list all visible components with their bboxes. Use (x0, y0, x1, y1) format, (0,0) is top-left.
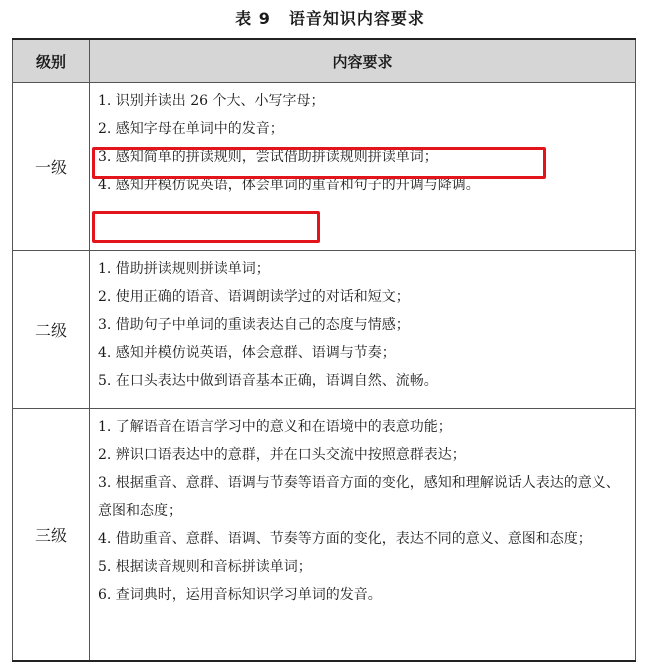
list-item: 2. 感知字母在单词中的发音； (98, 121, 284, 137)
level-cell: 二级 (13, 251, 90, 409)
list-item: 4. 借助重音、意群、语调、节奏等方面的变化，表达不同的意义、意图和态度； (98, 531, 592, 547)
header-level: 级别 (13, 39, 90, 83)
table-number: 表 9 (235, 9, 271, 28)
list-item: 5. 根据读音规则和音标拼读单词； (98, 559, 312, 575)
table-row-level-3 (13, 409, 636, 661)
table-header-row (13, 39, 636, 83)
list-item: 1. 了解语音在语言学习中的意义和在语境中的表意功能； (98, 419, 452, 435)
list-item: 3. 根据重音、意群、语调与节奏等语音方面的变化，感知和理解说话人表达的意义、意图和态度； (98, 475, 620, 519)
list-item: 6. 查词典时，运用音标知识学习单词的发音。 (98, 587, 382, 603)
table-row-level-2 (13, 251, 636, 409)
list-item: 4. 感知并模仿说英语，体会意群、语调与节奏； (98, 345, 396, 361)
content-cell (90, 83, 636, 251)
table-title: 语音知识内容要求 (288, 9, 425, 28)
level-cell: 一级 (13, 83, 90, 251)
list-item: 2. 辨识口语表达中的意群，并在口头交流中按照意群表达； (98, 447, 466, 463)
list-item: 5. 在口头表达中做到语音基本正确，语调自然、流畅。 (98, 373, 438, 389)
list-item: 3. 借助句子中单词的重读表达自己的态度与情感； (98, 317, 410, 333)
content-cell (90, 251, 636, 409)
list-item: 4. 感知并模仿说英语，体会单词的重音和句子的升调与降调。 (98, 177, 480, 193)
list-item-highlighted: 1. 借助拼读规则拼读单词； (98, 261, 270, 277)
list-item-highlighted: 3. 感知简单的拼读规则，尝试借助拼读规则拼读单词； (98, 149, 438, 165)
table-row-level-1 (13, 83, 636, 251)
table-caption (0, 6, 660, 29)
list-item: 2. 使用正确的语音、语调朗读学过的对话和短文； (98, 289, 410, 305)
content-cell (90, 409, 636, 661)
content-requirements-table (12, 38, 636, 662)
level-cell: 三级 (13, 409, 90, 661)
header-content: 内容要求 (90, 39, 636, 83)
list-item: 1. 识别并读出 26 个大、小写字母； (98, 93, 325, 109)
